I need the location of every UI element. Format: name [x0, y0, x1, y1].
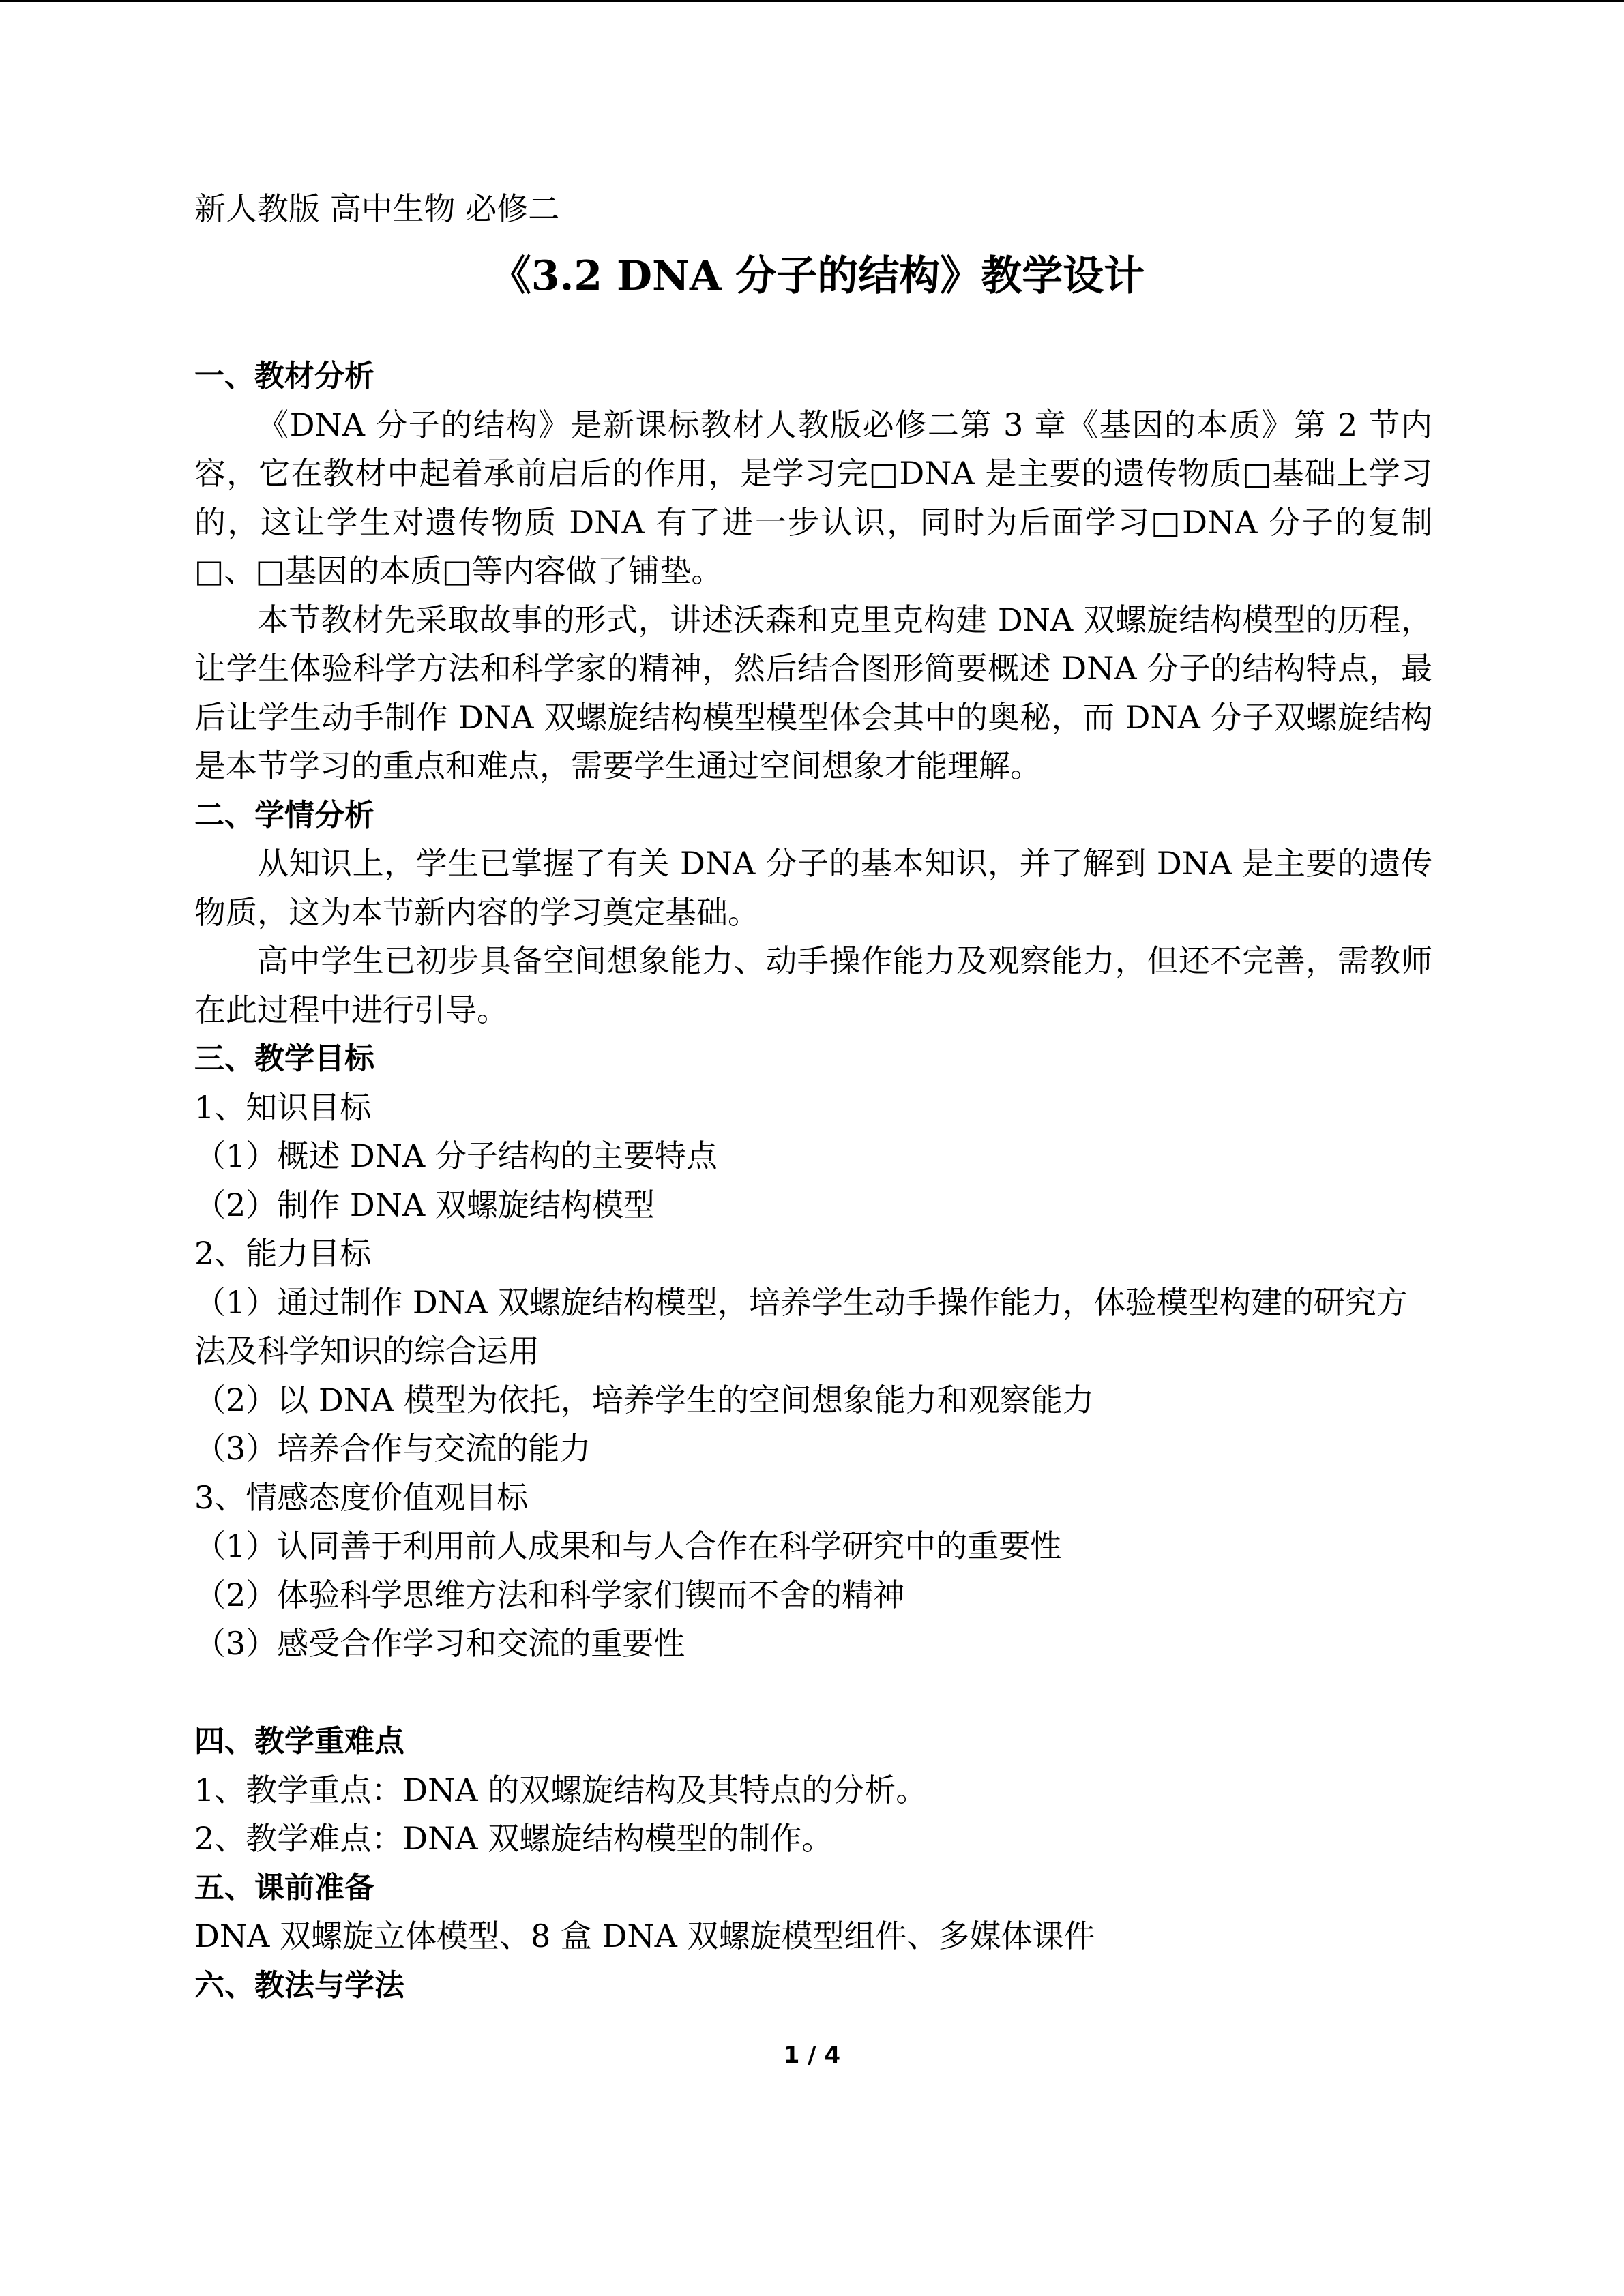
section-heading-teaching-goals: 三、教学目标 [194, 1041, 374, 1076]
paragraph: 本节教材先采取故事的形式，讲述沃森和克里克构建 DNA 双螺旋结构模型的历程，让学生体验科学方法和科学家的精神，然后结合图形简要概述 DNA 分子的结构特点，最后让学生动手制作 DNA 双螺旋结构模型模型体会其中的奥秘，而 DNA 分子双螺旋结构是本节学习的重点和难点，需要学生通过空间想象才能理解。 [194, 601, 1432, 784]
goal-item: （1）认同善于利用前人成果和与人合作在科学研究中的重要性 [194, 1527, 1062, 1564]
section-heading-preparation: 五、课前准备 [194, 1870, 374, 1905]
goal-item: （1）通过制作 DNA 双螺旋结构模型，培养学生动手操作能力，体验模型构建的研究方法及科学知识的综合运用 [194, 1283, 1408, 1369]
goal-group-title: 2、能力目标 [194, 1235, 372, 1272]
goal-item: （3）感受合作学习和交流的重要性 [194, 1625, 685, 1662]
section-heading-key-points: 四、教学重难点 [194, 1724, 404, 1759]
key-point-item: 1、教学重点：DNA 的双螺旋结构及其特点的分析。 [194, 1771, 928, 1808]
paragraph: 从知识上，学生已掌握了有关 DNA 分子的基本知识，并了解到 DNA 是主要的遗传物质，这为本节新内容的学习奠定基础。 [194, 845, 1432, 931]
section-heading-methods: 六、教法与学法 [194, 1967, 404, 2003]
page-content [194, 184, 1432, 2010]
goal-group-title: 3、情感态度价值观目标 [194, 1478, 529, 1516]
goal-item: （2）以 DNA 模型为依托，培养学生的空间想象能力和观察能力 [194, 1381, 1094, 1418]
paragraph: 《DNA 分子的结构》是新课标教材人教版必修二第 3 章《基因的本质》第 2 节内容，它在教材中起着承前启后的作用，是学习完□DNA 是主要的遗传物质□基础上学习的，这让学生对遗传物质 DNA 有了进一步认识，同时为后面学习□DNA 分子的复制□、□基因的本质□等内容做了铺垫。 [194, 406, 1432, 589]
paragraph: 高中学生已初步具备空间想象能力、动手操作能力及观察能力，但还不完善，需教师在此过程中进行引导。 [194, 942, 1432, 1028]
section-heading-textbook-analysis: 一、教材分析 [194, 359, 374, 393]
preparation-text: DNA 双螺旋立体模型、8 盒 DNA 双螺旋模型组件、多媒体课件 [194, 1918, 1095, 1954]
goal-item: （3）培养合作与交流的能力 [194, 1430, 591, 1467]
page-title: 《3.2 DNA 分子的结构》教学设计 [490, 252, 1145, 300]
key-point-item: 2、教学难点：DNA 双螺旋结构模型的制作。 [194, 1820, 833, 1857]
goal-item: （2）体验科学思维方法和科学家们锲而不舍的精神 [194, 1576, 905, 1613]
page-number: 1 / 4 [783, 2042, 841, 2069]
course-header: 新人教版 高中生物 必修二 [194, 190, 560, 227]
top-rule [0, 0, 1624, 2]
section-heading-student-analysis: 二、学情分析 [194, 797, 374, 833]
blank-line [194, 1669, 1432, 1718]
goal-item: （1）概述 DNA 分子结构的主要特点 [194, 1137, 718, 1174]
goal-group-title: 1、知识目标 [194, 1088, 372, 1126]
goal-item: （2）制作 DNA 双螺旋结构模型 [194, 1186, 655, 1223]
